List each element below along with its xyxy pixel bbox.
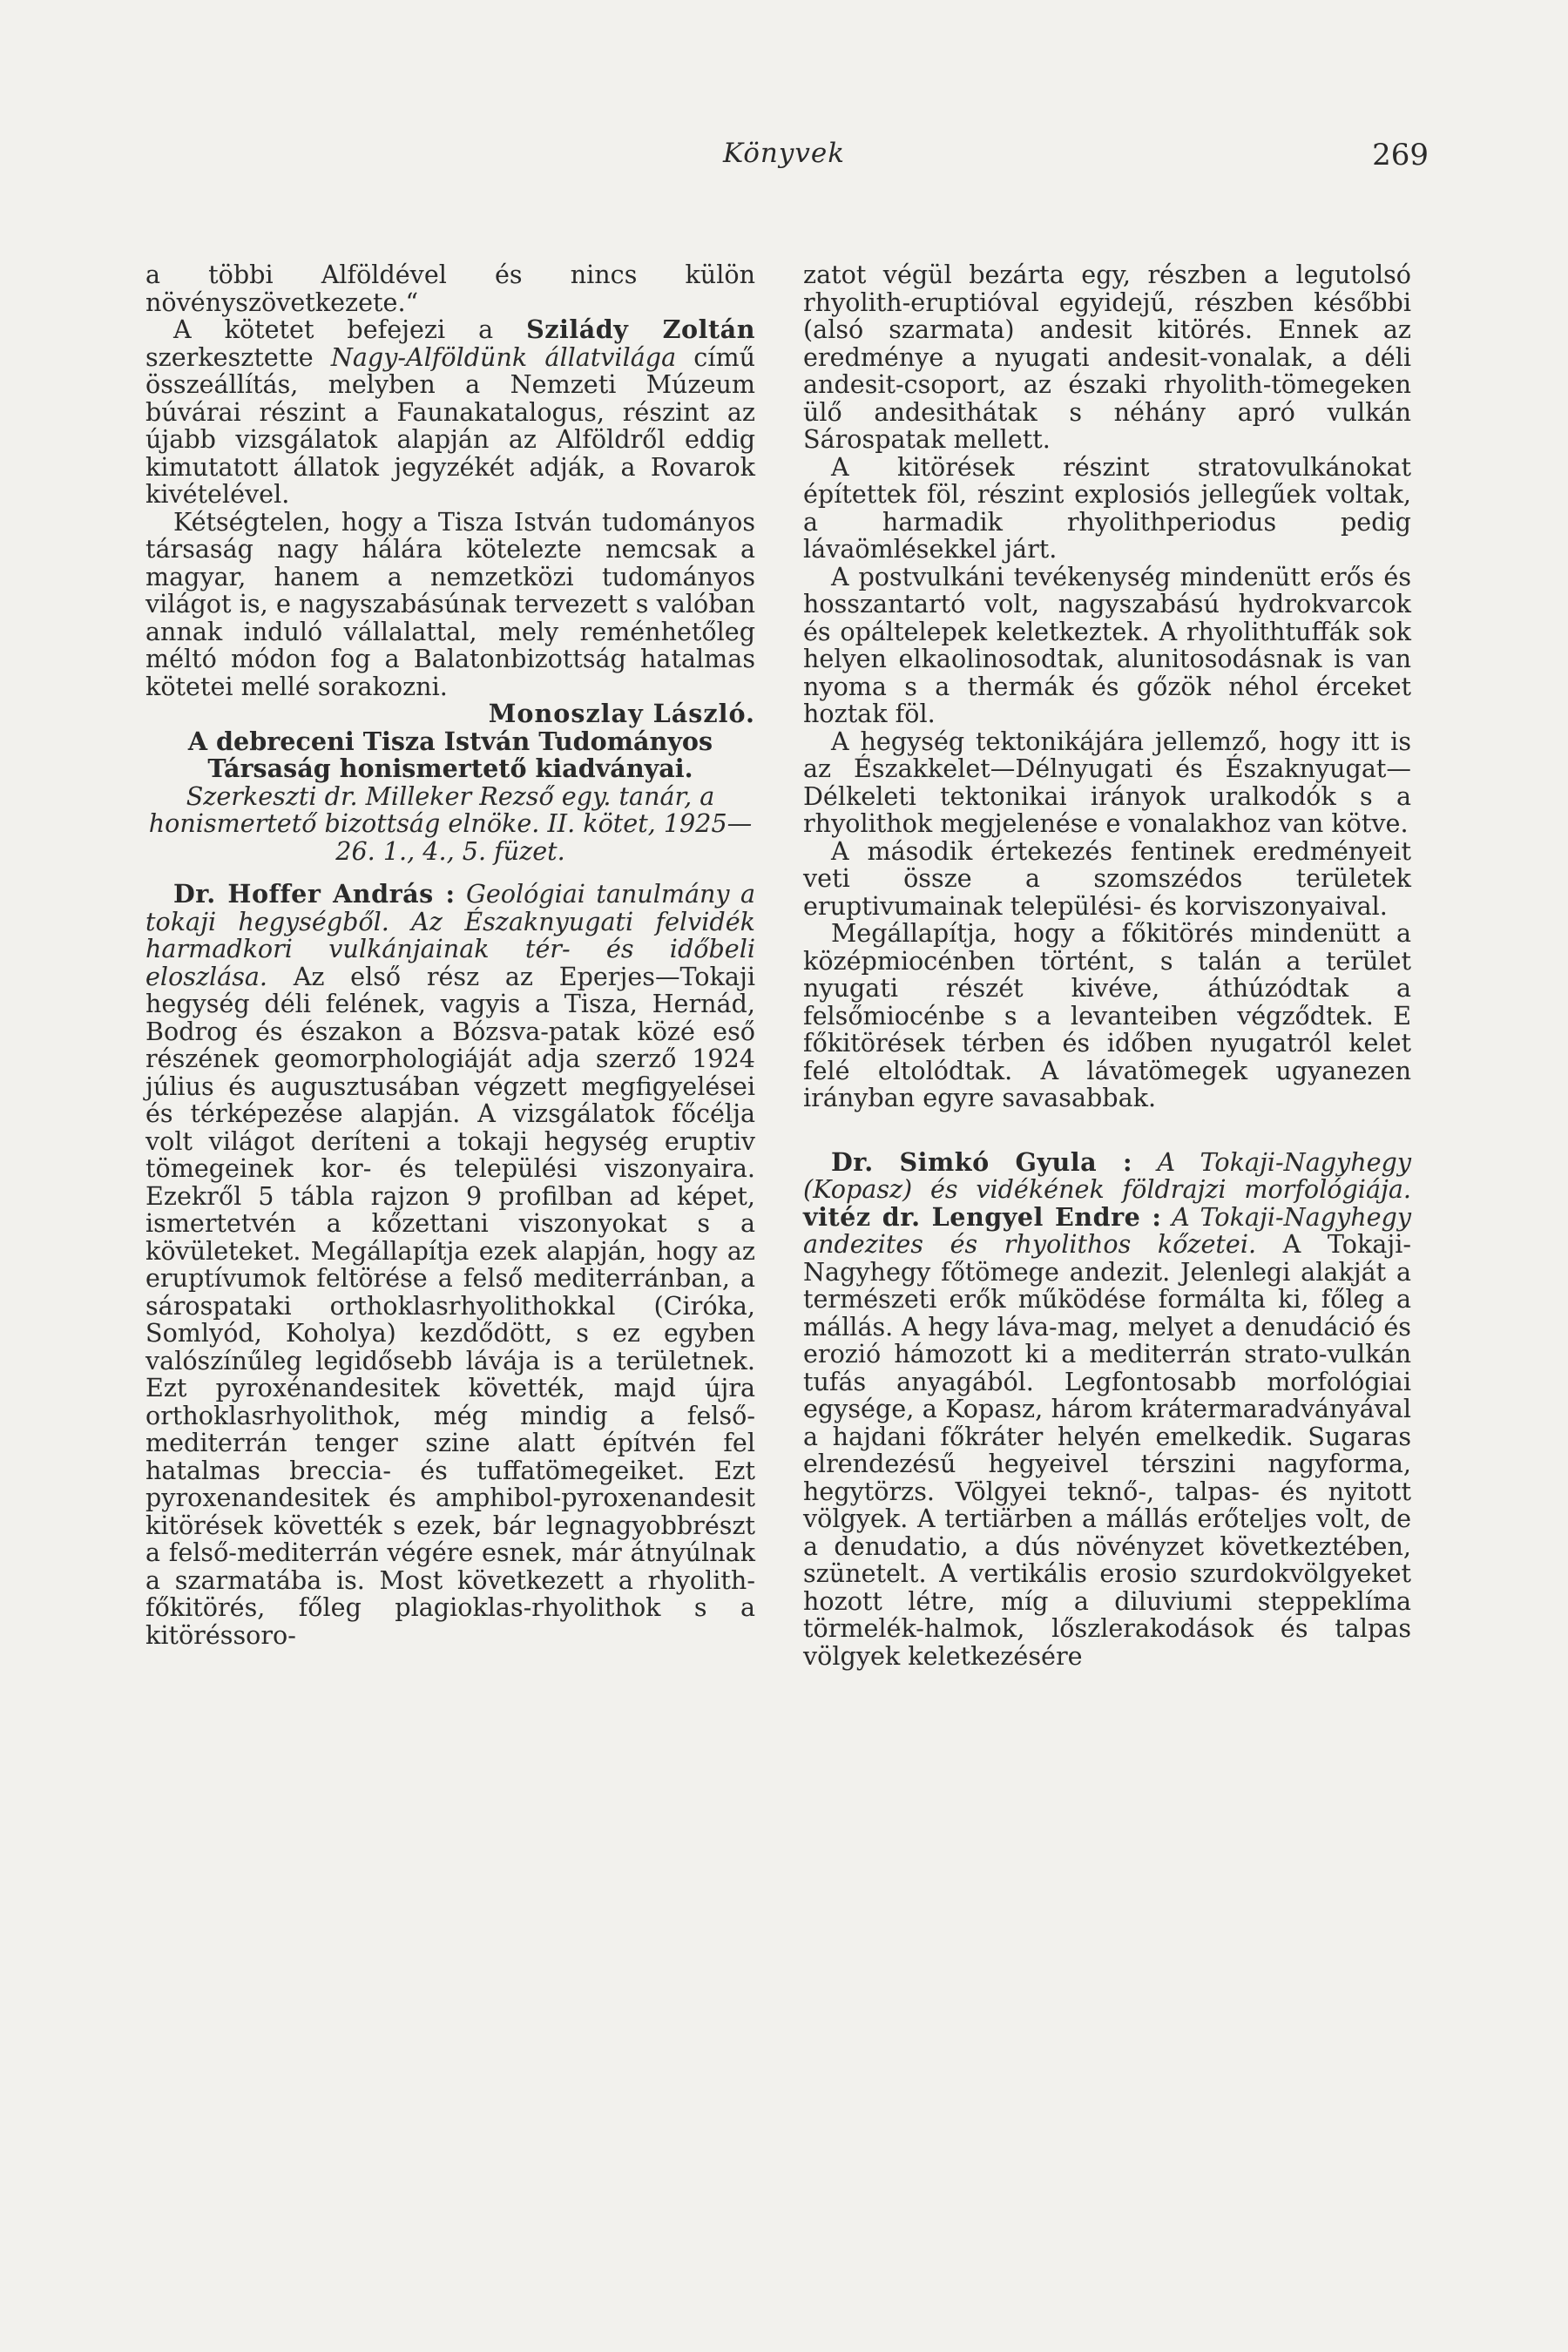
text-fragment: szerkesztette xyxy=(145,341,331,372)
author-name: Dr. Simkó Gyula : xyxy=(831,1146,1133,1177)
text-fragment: A Tokaji-Nagyhegy főtömege andezit. Jelenlegi alakját a természeti erők működése formálta ki, főleg a mállás. A hegy láva-mag, melyet a denudáció és erozió hámozott ki a mediterrán strato-vulkán tufás anyagából. Legfontosabb morfológiai egysége, a Kopasz, három krátermaradványával a hajdani főkráter helyén emelkedik. Sugaras elrendezésű hegyeivel térszini nagyforma, hegytörzs. Völgyei teknő-, talpas- és nyitott völgyek. A tertiärben a mállás erőteljes volt, de a denudatio, a dús növényzet következtében, szünetelt. A vertikális erosio szurdokvölgyeket hozott létre, míg a diluviumi steppeklíma törmelék-halmok, lőszlerakodások és talpas völgyek keletkezésére xyxy=(803,1229,1411,1671)
author-name: Szilády Zoltán xyxy=(526,314,755,344)
running-head: Könyvek xyxy=(722,138,846,169)
left-paragraph-2 xyxy=(145,316,755,509)
text-fragment: című összeállítás, melyben a Nemzeti Múzeum búvárai részint a Faunakatalogus, részint az újabb vizsgálatok alapján az Alföldről eddig kimutatott állatok jegyzékét adják, a Rovarok kivételével. xyxy=(145,341,755,509)
work-title: A Tokaji-Nagyhegy (Kopasz) és vidékének földrajzi morfológiája. xyxy=(803,1146,1411,1204)
left-paragraph-1: a többi Alföldével és nincs külön növényszövetkezete.“ xyxy=(145,260,755,317)
right-paragraph-5: A második értekezés fentinek eredményeit veti össze a szomszédos területek eruptivumainak települési- és korviszonyaival. xyxy=(803,835,1411,921)
right-paragraph-1: zatot végül bezárta egy, részben a legutolsó rhyolith-eruptióval egyidejű, részben későbbi (alsó szarmata) andesit kitörés. Ennek az eredménye a nyugati andesit-vonalak, a déli andesit-csoport, az északi rhyolith-tömegeken ülő andesithátak s néhány apró vulkán Sárospatak mellett. xyxy=(803,260,1411,454)
text-fragment: Az első rész az Eperjes—Tokaji hegység déli felének, vagyis a Tisza, Hernád, Bodrog és északon a Bózsva-patak közé eső részének geomorphologiáját adja szerző 1924 július és augusztusában végzett megfigyelései és térképezése alapján. A vizsgálatok főcélja volt világot deríteni a tokaji hegység eruptiv tömegeinek kor- és települési viszonyaira. Ezekről 5 tábla rajzon 9 profilban ad képet, ismertetvén a kőzettani viszonyokat s a kövületeket. Megállapítja ezek alapján, hogy az eruptívumok feltörése a felső mediterránban, a sárospataki orthoklasrhyolithokkal (Ciróka, Somlyód, Koholya) kezdődött, s ez egyben valószínűleg legidősebb lávája is a területnek. Ezt pyroxénandesitek követték, majd újra orthoklasrhyolithok, még mindig a felső-mediterrán tenger szine alatt építvén fel hatalmas breccia- és tuffatömegeiket. Ezt pyroxenandesitek és amphibol-pyroxenandesit kitörések követték s ezek, bár legnagyobbrészt a felső-mediterrán végére esnek, már átnyúlnak a szarmatába is. Most következett a rhyolith-főkitörés, főleg plagioklas-rhyolithok s a kitöréssoro- xyxy=(145,961,755,1650)
work-title: Geológiai tanulmány a tokaji hegységből. Az Északnyugati felvidék harmadkori vulkánjainak tér- és időbeli eloszlása. xyxy=(145,879,755,991)
book-title: A debreceni Tisza István Tudományos Társaság honismertető kiadványai. xyxy=(187,726,713,783)
left-column xyxy=(145,261,755,1649)
left-paragraph-4 xyxy=(145,881,755,1649)
review-signature: Monoszlay László. xyxy=(488,699,755,728)
left-paragraph-3: Kétségtelen, hogy a Tisza István tudományos társaság nagy hálára kötelezte nemcsak a magyar, hanem a nemzetközi tudományos világot is, e nagyszabásúnak tervezett s valóban annak induló vállalattal, mely reménhetőleg méltó módon fog a Balatonbizottság hatalmas kötetei mellé sorakozni. xyxy=(145,506,755,701)
author-name: vitéz dr. Lengyel Endre : xyxy=(803,1201,1162,1232)
right-paragraph-6: Megállapítja, hogy a főkitörés mindenütt a középmiocénben történt, s talán a terület nyugati részét kivéve, áthúzódtak a felsőmiocénbe s a levanteiben végződtek. E főkitörések térben és időben nyugatról kelet felé eltolódtak. A lávatömegek ugyanezen irányban egyre savasabbak. xyxy=(803,918,1411,1112)
right-paragraph-4: A hegység tektonikájára jellemző, hogy itt is az Északkelet—Délnyugati és Északnyugat—Délkeleti tektonikai irányok uralkodók s a rhyolithok megjelenése e vonalakhoz van kötve. xyxy=(803,726,1411,838)
work-title: A Tokaji-Nagyhegy andezites és rhyolithos kőzetei. xyxy=(803,1201,1411,1259)
work-title: Nagy-Alföldünk állatvilága xyxy=(330,341,677,372)
right-paragraph-2: A kitörések részint stratovulkánokat építettek föl, részint explosiós jellegűek voltak, a harmadik rhyolithperiodus pedig lávaömlésekkel járt. xyxy=(803,451,1411,564)
right-paragraph-7 xyxy=(803,1146,1411,1671)
right-paragraph-3: A postvulkáni tevékenység mindenütt erős és hosszantartó volt, nagyszabású hydrokvarcok és opáltelepek keletkeztek. A rhyolithtuffák sok helyen elkaolinosodtak, alunitosodásnak is van nyoma s a thermák és gőzök néhol érceket hoztak föl. xyxy=(803,561,1411,728)
book-subtitle: Szerkeszti dr. Milleker Rezső egy. tanár, a honismertető bizottság elnöke. II. kötet, 1925—26. 1., 4., 5. füzet. xyxy=(148,781,753,866)
right-column xyxy=(803,261,1411,1670)
author-name: Dr. Hoffer András : xyxy=(173,879,456,909)
page-number: 269 xyxy=(1372,138,1429,172)
text-fragment: A kötetet befejezi a xyxy=(173,314,527,344)
